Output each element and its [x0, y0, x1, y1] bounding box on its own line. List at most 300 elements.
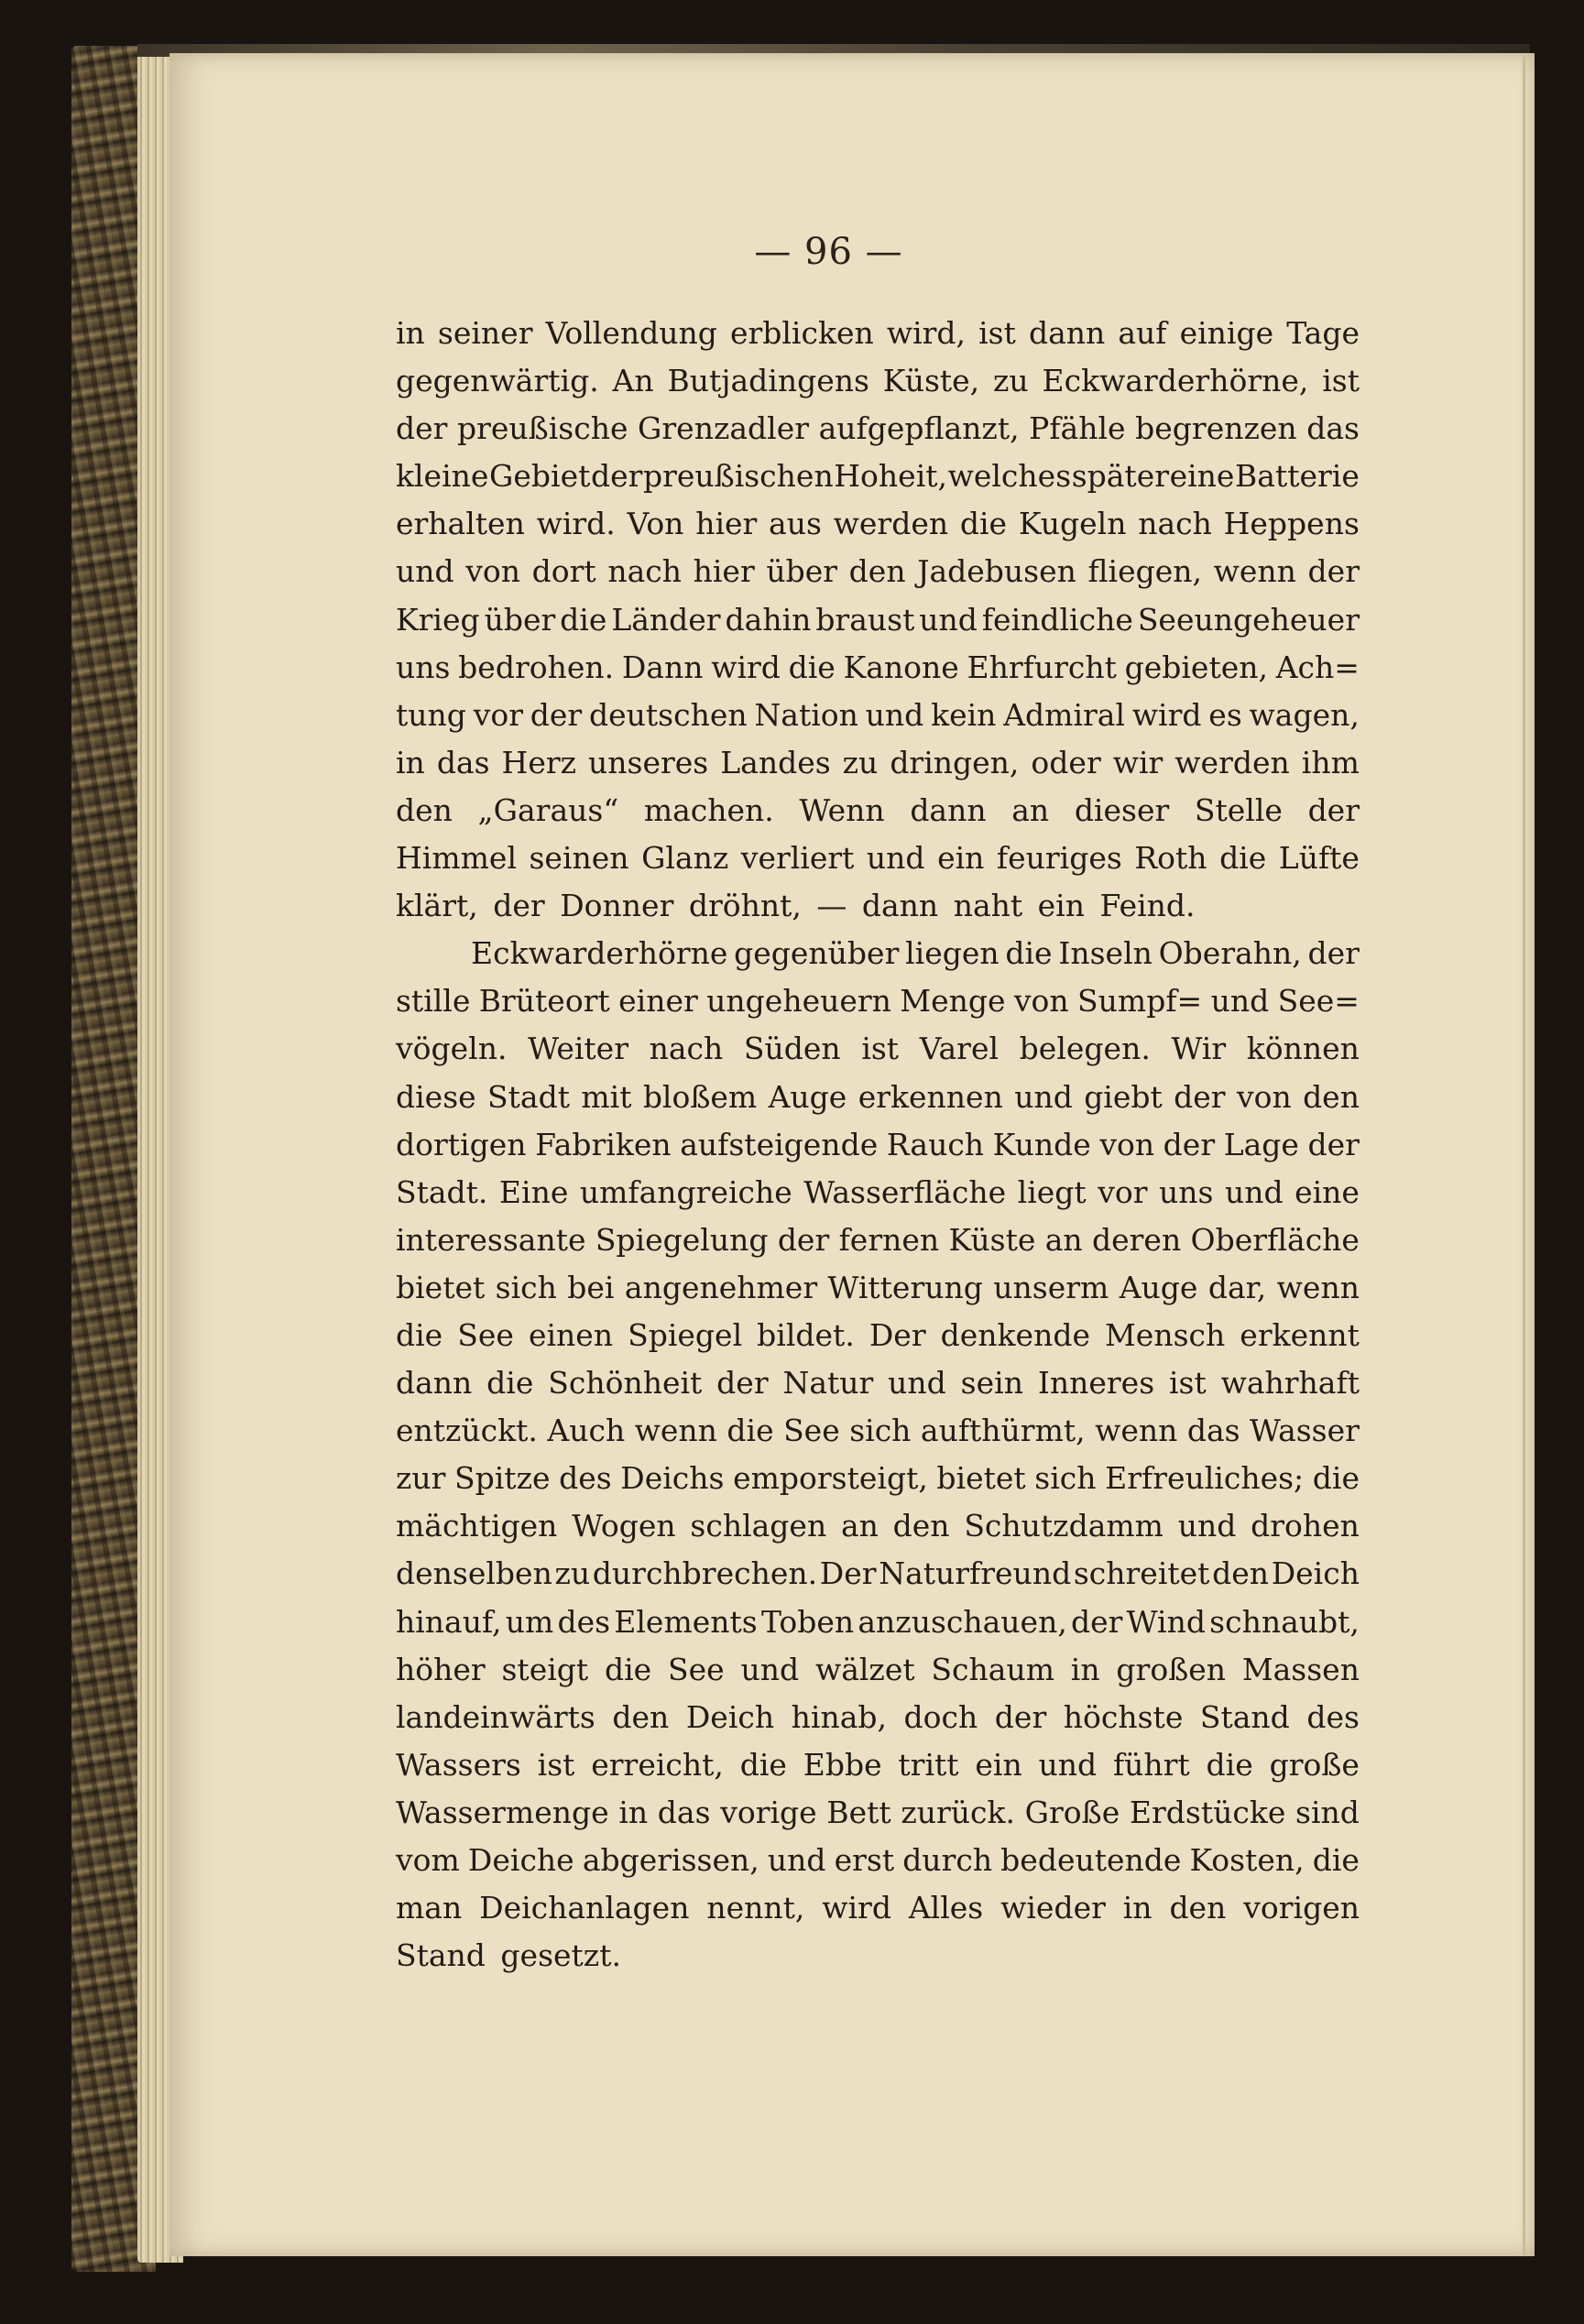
word: schnaubt,	[1209, 1603, 1360, 1640]
word: Deiche	[467, 1842, 574, 1878]
word: den	[396, 791, 453, 828]
word: des	[1306, 1698, 1360, 1735]
word: klärt,	[396, 888, 478, 924]
word: höchste	[1063, 1698, 1184, 1735]
word: große	[1269, 1746, 1360, 1783]
word: „Garaus“	[477, 791, 619, 828]
word: gegenüber	[734, 935, 900, 972]
word: dieser	[1074, 791, 1170, 828]
word: die	[959, 506, 1008, 542]
word: doch	[903, 1698, 978, 1735]
word: erst	[834, 1842, 895, 1878]
word: ein	[937, 840, 985, 877]
word: bedeutende	[1000, 1842, 1182, 1878]
word: Kugeln	[1018, 506, 1127, 542]
word: von	[1099, 1126, 1155, 1162]
word: Hoheit,	[834, 458, 948, 495]
word: Deich	[685, 1698, 775, 1735]
word: und	[1014, 1078, 1073, 1115]
word: Kanone	[843, 649, 959, 685]
word: Deichanlagen	[479, 1890, 690, 1926]
word: Butjadingens	[667, 363, 869, 399]
word: der	[1071, 1603, 1123, 1640]
word: bloßem	[642, 1078, 758, 1115]
word: denkende	[940, 1316, 1090, 1353]
word: wenn	[1213, 553, 1296, 590]
word: uns	[396, 649, 451, 685]
word: und	[1038, 1746, 1098, 1783]
word: Schaum	[931, 1651, 1054, 1687]
word: liegt	[1017, 1173, 1087, 1210]
word: belegen.	[1019, 1031, 1151, 1067]
word: und	[1177, 1508, 1237, 1544]
word: diese	[396, 1078, 476, 1115]
word: Krieg	[396, 601, 480, 638]
text-line	[396, 1932, 1360, 1980]
word: des	[557, 1603, 611, 1640]
word: Der	[868, 1316, 926, 1353]
word: durch	[902, 1842, 993, 1878]
word: Wassermenge	[396, 1794, 609, 1830]
word: der	[1307, 1126, 1360, 1162]
word: Wenn	[799, 791, 885, 828]
text-line	[396, 1502, 1360, 1550]
word: Mensch	[1105, 1316, 1226, 1353]
word: Alles	[908, 1890, 984, 1926]
text-line	[396, 977, 1360, 1025]
word: nennt,	[706, 1890, 805, 1926]
word: Oberahn,	[1158, 935, 1302, 972]
word: vor	[473, 696, 523, 733]
word: Ehrfurcht	[967, 649, 1117, 685]
word: nach	[607, 553, 682, 590]
word: tung	[396, 696, 466, 733]
word: fliegen,	[1087, 553, 1202, 590]
word: der	[777, 1221, 830, 1258]
word: ist	[861, 1031, 900, 1067]
word: Küste,	[882, 363, 980, 399]
word: erkennen	[858, 1078, 1003, 1115]
word: sich	[1034, 1460, 1097, 1497]
word: führt	[1112, 1746, 1190, 1783]
word: den	[612, 1698, 670, 1735]
word: umfangreiche	[579, 1173, 792, 1210]
word: sich	[495, 1269, 557, 1305]
word: wird	[1131, 696, 1202, 733]
word: unseres	[588, 744, 709, 780]
word: gebieten,	[1124, 649, 1268, 685]
word: zu	[842, 744, 879, 780]
word: hinauf,	[396, 1603, 502, 1640]
text-line	[396, 739, 1360, 787]
word: Von	[627, 506, 684, 542]
word: unserm	[993, 1269, 1109, 1305]
text-line	[396, 1455, 1360, 1502]
word: Oberfläche	[1190, 1221, 1360, 1258]
word: Stadt.	[396, 1173, 488, 1210]
word: seinen	[529, 840, 629, 877]
word: sind	[1295, 1794, 1360, 1830]
word: See=	[1277, 983, 1360, 1020]
word: See	[668, 1651, 725, 1687]
word: nach	[1138, 506, 1212, 542]
word: können	[1246, 1031, 1360, 1067]
word: Auch	[547, 1413, 626, 1449]
word: Der	[819, 1555, 877, 1592]
word: See	[457, 1316, 514, 1353]
word: die	[486, 1365, 534, 1402]
word: wird,	[886, 315, 967, 351]
word: um	[505, 1603, 554, 1640]
word: Donner	[560, 888, 674, 924]
word: Kosten,	[1189, 1842, 1305, 1878]
word: höher	[396, 1651, 486, 1687]
word: und	[888, 1365, 946, 1402]
word: vorige	[720, 1794, 817, 1830]
word: des	[559, 1460, 612, 1497]
word: und	[866, 840, 925, 877]
word: über	[766, 553, 838, 590]
word: vom	[396, 1842, 460, 1878]
word: die	[560, 601, 607, 638]
word: Lage	[1223, 1126, 1299, 1162]
word: anzuschauen,	[858, 1603, 1067, 1640]
word: Natur	[782, 1365, 874, 1402]
word: Roth	[1134, 840, 1207, 877]
word: bedrohen.	[458, 649, 615, 685]
word: Admiral	[1003, 696, 1126, 733]
word: das	[1306, 410, 1360, 447]
word: naht	[953, 888, 1023, 924]
word: hinab,	[791, 1698, 887, 1735]
word: machen.	[643, 791, 774, 828]
word: abgerissen,	[582, 1842, 759, 1878]
word: Himmel	[396, 840, 517, 877]
text-line	[396, 500, 1360, 548]
word: den	[1169, 1890, 1227, 1926]
word: ist	[978, 315, 1016, 351]
text-line	[396, 357, 1360, 405]
word: werden	[1174, 744, 1290, 780]
word: erreicht,	[591, 1746, 724, 1783]
word: deren	[1091, 1221, 1182, 1258]
word: die	[1206, 1746, 1253, 1783]
word: Dann	[621, 649, 704, 685]
text-line	[396, 644, 1360, 692]
word: mächtigen	[396, 1508, 558, 1544]
word: werden	[833, 506, 949, 542]
word: wird	[822, 1890, 891, 1926]
word: Eckwarderhörne	[471, 935, 728, 972]
text-line	[396, 930, 1360, 977]
word: Weiter	[528, 1031, 628, 1067]
word: Spitze	[454, 1460, 551, 1497]
word: einige	[1179, 315, 1274, 351]
word: Stadt	[487, 1078, 570, 1115]
word: bietet	[396, 1269, 486, 1305]
word: tritt	[898, 1746, 959, 1783]
word: oder	[1031, 744, 1101, 780]
word: dann	[1028, 315, 1106, 351]
word: Süden	[743, 1031, 841, 1067]
word: wenn	[1095, 1413, 1178, 1449]
text-line	[396, 1025, 1360, 1073]
word: den	[892, 1508, 950, 1544]
word: welches	[947, 458, 1072, 495]
word: interessante	[396, 1221, 586, 1258]
text-line	[396, 1359, 1360, 1407]
word: Landes	[720, 744, 831, 780]
word: bietet	[936, 1460, 1026, 1497]
word: gesetzt.	[500, 1937, 621, 1974]
word: zu	[993, 363, 1029, 399]
word: steigt	[501, 1651, 589, 1687]
word: denselben	[396, 1555, 552, 1592]
word: durchbrechen.	[592, 1555, 818, 1592]
word: Pfähle	[1029, 410, 1126, 447]
word: eine	[1295, 1173, 1360, 1210]
word: Wasserfläche	[803, 1173, 1007, 1210]
word: von	[465, 553, 521, 590]
word: bildet.	[757, 1316, 855, 1353]
word: uns	[1158, 1173, 1214, 1210]
word: einen	[528, 1316, 614, 1353]
word: schreitet	[1073, 1555, 1210, 1592]
word: Schutzdamm	[964, 1508, 1163, 1544]
word: Spiegelung	[595, 1221, 769, 1258]
word: und	[1210, 983, 1270, 1020]
word: der	[590, 458, 643, 495]
word: an	[1011, 791, 1050, 828]
text-line	[396, 548, 1360, 595]
word: Inneres	[1037, 1365, 1155, 1402]
word: Erfreuliches;	[1105, 1460, 1305, 1497]
word: ein	[1037, 888, 1085, 924]
word: und	[740, 1651, 800, 1687]
word: begrenzen	[1135, 410, 1297, 447]
word: den	[1303, 1078, 1360, 1115]
word: und	[919, 601, 978, 638]
word: man	[396, 1890, 463, 1926]
word: die	[739, 1746, 787, 1783]
word: das	[1186, 1413, 1240, 1449]
word: An	[612, 363, 654, 399]
word: erkennt	[1240, 1316, 1360, 1353]
word: auf	[1118, 315, 1167, 351]
word: in	[618, 1794, 649, 1830]
word: Seeungeheuer	[1137, 601, 1360, 638]
text-line	[396, 1598, 1360, 1646]
word: Auge	[768, 1078, 847, 1115]
word: Grenzadler	[638, 410, 810, 447]
word: Stand	[1199, 1698, 1290, 1735]
word: Naturfreund	[879, 1555, 1072, 1592]
word: der	[716, 1365, 769, 1402]
word: fernen	[838, 1221, 940, 1258]
word: nach	[649, 1031, 724, 1067]
word: sich	[849, 1413, 912, 1449]
word: seiner	[437, 315, 533, 351]
word: die	[726, 1413, 774, 1449]
word: vorigen	[1243, 1890, 1360, 1926]
word: Lüfte	[1278, 840, 1360, 877]
word: aufthürmt,	[920, 1413, 1086, 1449]
word: Wassers	[396, 1746, 521, 1783]
word: kein	[931, 696, 997, 733]
text-line	[396, 596, 1360, 644]
word: kleine	[396, 458, 489, 495]
word: der	[1163, 1126, 1216, 1162]
text-line	[396, 310, 1360, 357]
word: feindliche	[981, 601, 1133, 638]
word: sein	[960, 1365, 1023, 1402]
word: Küste	[948, 1221, 1036, 1258]
word: es	[1208, 696, 1242, 733]
word: schlagen	[690, 1508, 827, 1544]
page-number: — 96 —	[754, 231, 903, 273]
word: Brüteort	[478, 983, 610, 1020]
word: wagen,	[1249, 696, 1360, 733]
word: die	[788, 649, 836, 685]
word: erhalten	[396, 506, 525, 542]
word: wird.	[536, 506, 616, 542]
word: ist	[1322, 363, 1360, 399]
word: See	[783, 1413, 840, 1449]
word: zur	[396, 1460, 446, 1497]
word: wahrhaft	[1220, 1365, 1360, 1402]
word: dann	[396, 1365, 473, 1402]
word: ist	[1168, 1365, 1207, 1402]
word: Varel	[919, 1031, 1000, 1067]
text-line	[396, 1646, 1360, 1694]
word: Wogen	[572, 1508, 676, 1544]
word: dahin	[725, 601, 812, 638]
text-line	[396, 882, 1360, 930]
word: später	[1071, 458, 1170, 495]
word: dar,	[1207, 1269, 1267, 1305]
word: Erdstücke	[1129, 1794, 1286, 1830]
word: vor	[1098, 1173, 1148, 1210]
word: Inseln	[1058, 935, 1152, 972]
word: dröhnt,	[688, 888, 802, 924]
word: Witterung	[827, 1269, 983, 1305]
word: und	[767, 1842, 826, 1878]
text-line	[396, 1789, 1360, 1837]
word: Bett	[826, 1794, 891, 1830]
word: Nation	[754, 696, 858, 733]
word: giebt	[1084, 1078, 1163, 1115]
word: dann	[861, 888, 939, 924]
text-line	[396, 1694, 1360, 1741]
word: von	[1013, 983, 1069, 1020]
word: landeinwärts	[396, 1698, 595, 1735]
page-gutter	[1523, 57, 1525, 2255]
word: aus	[769, 506, 822, 542]
word: ihm	[1301, 744, 1360, 780]
text-line	[396, 1407, 1360, 1455]
word: liegen	[905, 935, 1000, 972]
word: an	[1044, 1221, 1083, 1258]
word: die	[1312, 1460, 1360, 1497]
word: in	[396, 315, 425, 351]
word: Stand	[396, 1937, 486, 1974]
word: deutschen	[588, 696, 748, 733]
word: Rauch	[886, 1126, 985, 1162]
body-text	[396, 310, 1360, 1980]
word: Eckwarderhörne,	[1042, 363, 1309, 399]
text-line	[396, 405, 1360, 453]
word: der	[1307, 791, 1360, 828]
word: Menge	[900, 983, 1006, 1020]
word: aufsteigende	[680, 1126, 879, 1162]
word: Batterie	[1235, 458, 1360, 495]
word: Herz	[501, 744, 577, 780]
word: in	[1122, 1890, 1152, 1926]
word: Eine	[498, 1173, 569, 1210]
word: dringen,	[890, 744, 1020, 780]
word: emporsteigt,	[733, 1460, 928, 1497]
word: die	[1312, 1842, 1360, 1878]
word: wenn	[634, 1413, 717, 1449]
word: die	[604, 1651, 652, 1687]
word: braust	[815, 601, 915, 638]
word: der	[1307, 553, 1360, 590]
word: stille	[396, 983, 471, 1020]
text-line	[396, 1217, 1360, 1264]
word: Deich	[1271, 1555, 1360, 1592]
word: preußische	[457, 410, 628, 447]
word: großen	[1116, 1651, 1227, 1687]
word: Auge	[1119, 1269, 1198, 1305]
word: drohen	[1251, 1508, 1360, 1544]
text-line	[396, 1264, 1360, 1312]
word: Wir	[1171, 1031, 1227, 1067]
word: die	[1219, 840, 1267, 877]
word: Gebiet	[489, 458, 591, 495]
word: entzückt.	[396, 1413, 538, 1449]
word: einer	[618, 983, 698, 1020]
word: den	[848, 553, 906, 590]
word: von	[1236, 1078, 1292, 1115]
word: Tage	[1286, 315, 1360, 351]
text-line	[396, 692, 1360, 739]
word: Glanz	[641, 840, 729, 877]
word: Wasser	[1250, 1413, 1360, 1449]
word: die	[396, 1316, 443, 1353]
word: in	[396, 744, 425, 780]
word: in	[1070, 1651, 1100, 1687]
word: Stelle	[1194, 791, 1283, 828]
word: dort	[531, 553, 596, 590]
word: Vollendung	[545, 315, 717, 351]
word: dann	[910, 791, 987, 828]
word: Heppens	[1223, 506, 1360, 542]
text-line	[396, 1312, 1360, 1359]
text-line	[396, 1884, 1360, 1932]
word: Ach=	[1275, 649, 1360, 685]
word: wenn	[1276, 1269, 1360, 1305]
word: der	[1174, 1078, 1226, 1115]
word: an	[840, 1508, 879, 1544]
word: Fabriken	[535, 1126, 672, 1162]
text-line	[396, 835, 1360, 882]
word: zu	[554, 1555, 591, 1592]
word: ein	[975, 1746, 1022, 1783]
word: Massen	[1241, 1651, 1360, 1687]
text-line	[396, 453, 1360, 500]
word: der	[530, 696, 583, 733]
text-line	[396, 1121, 1360, 1169]
